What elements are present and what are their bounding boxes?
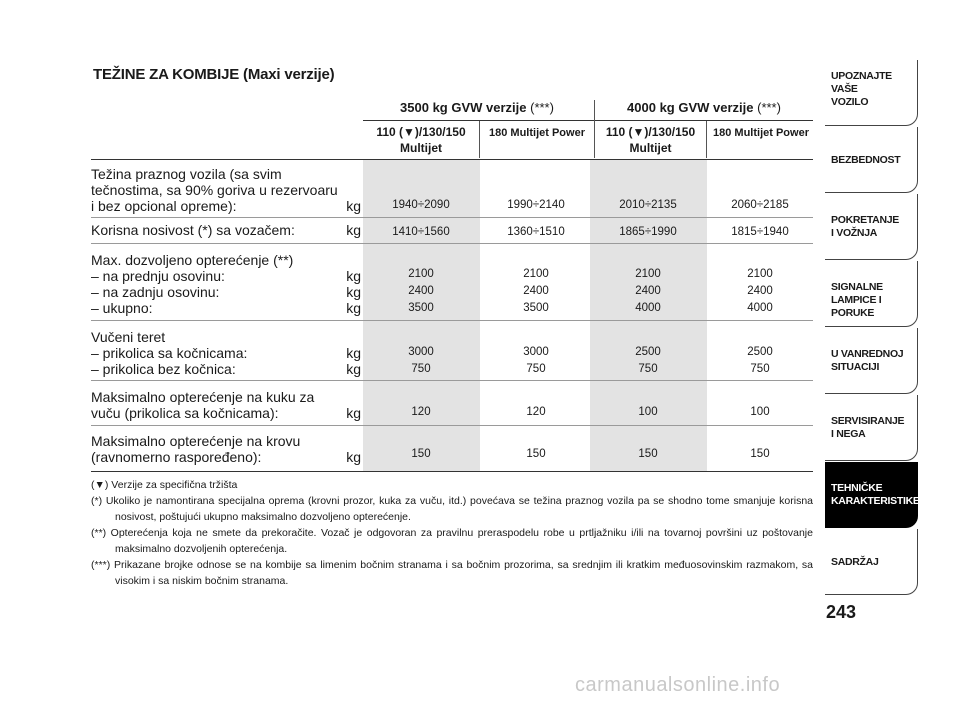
- column-header: [595, 124, 706, 156]
- footnote: (***) Prikazane brojke odnose se na kombije sa limenim bočnim stranama i sa bočnim prozorima, sa srednjim ili kratkim međuosovinskim razmakom, sa visokim i sa niskim bočnim stranama.: [91, 559, 813, 587]
- column-header: [480, 125, 594, 141]
- value-cell: 2100 2400 4000: [635, 268, 661, 314]
- table-top-rule: [91, 159, 813, 160]
- value-cell: 150: [411, 448, 431, 460]
- footnote: (▼) Verzije za specifična tržišta: [91, 479, 238, 491]
- table-bottom-rule: [91, 471, 813, 472]
- value-cell: 2100 2400 4000: [747, 268, 773, 314]
- column-header-line2: Multijet: [629, 141, 672, 155]
- header-rule: [363, 120, 813, 121]
- tab-servisiranje[interactable]: SERVISIRANJE I NEGA: [825, 395, 918, 461]
- label-line: – ukupno: kg: [91, 300, 361, 316]
- value-cell: 120: [411, 406, 431, 418]
- row-label-empty-weight: [91, 166, 361, 214]
- row-label-max-load: [91, 252, 361, 316]
- value-cell: 150: [750, 448, 770, 460]
- row-divider: [91, 320, 813, 321]
- row-label-towed-load: [91, 329, 361, 377]
- value-cell: 2100 2400 3500: [408, 268, 434, 314]
- label-line: Maksimalno opterećenje na krovu: [91, 433, 301, 449]
- row-divider: [91, 425, 813, 426]
- column-header-line1: 180 Multijet Power: [713, 127, 809, 139]
- value-cell: 2010÷2135: [619, 199, 677, 211]
- label-line: Korisna nosivost (*) sa vozačem: kg: [91, 222, 361, 238]
- group-mark: (***): [530, 100, 554, 115]
- label-line: Težina praznog vozila (sa svim: [91, 166, 282, 182]
- group-label: 4000 kg GVW verzije: [627, 100, 754, 115]
- footnote: (*) Ukoliko je namontirana specijalna oprema (krovni prozor, kuka za vuču, itd.) povećava se težina praznog vozila pa se shodno tome smanjuje korisna nosivost, poštujući ukupno maksimalno dozvoljeno opterećenje.: [91, 495, 813, 523]
- row-label-hitch-load: [91, 389, 361, 421]
- label-line: Max. dozvoljeno opterećenje (**): [91, 252, 294, 268]
- value-cell: 2500 750: [747, 346, 773, 375]
- label-line: – na prednju osovinu: kg: [91, 268, 361, 284]
- footnotes: [91, 477, 813, 589]
- value-cell: 100: [638, 406, 658, 418]
- value-cell: 2500 750: [635, 346, 661, 375]
- column-header: [707, 125, 815, 141]
- value-cell: 2100 2400 3500: [523, 268, 549, 314]
- tab-vanredno[interactable]: U VANREDNOJ SITUACIJI: [825, 328, 918, 394]
- label-line: (ravnomerno raspoređeno): kg: [91, 449, 361, 465]
- value-cell: 1410÷1560: [392, 226, 450, 238]
- value-cell: 120: [526, 406, 546, 418]
- tab-upoznajte[interactable]: UPOZNAJTE VAŠE VOZILO: [825, 60, 918, 126]
- column-header-line1: 110 (▼)/130/150: [376, 125, 466, 139]
- label-line: i bez opcional opreme): kg: [91, 198, 361, 214]
- value-cell: 3000 750: [408, 346, 434, 375]
- footnote: (**) Opterećenja koja ne smete da prekoračite. Vozač je odgovoran za pravilnu preraspodelu robe u prtljažniku i/ili na tovarnoj površini uz poštovanje maksimalno dozvoljenih opterećenja.: [91, 527, 813, 555]
- label-line: tečnostima, sa 90% goriva u rezervoaru: [91, 182, 338, 198]
- label-line: – prikolica sa kočnicama: kg: [91, 345, 361, 361]
- label-line: Vučeni teret: [91, 329, 166, 345]
- value-cell: 150: [638, 448, 658, 460]
- label-line: vuču (prikolica sa kočnicama): kg: [91, 405, 361, 421]
- value-cell: 2060÷2185: [731, 199, 789, 211]
- value-cell: 3000 750: [523, 346, 549, 375]
- tab-pokretanje[interactable]: POKRETANJE I VOŽNJA: [825, 194, 918, 260]
- group-header-3500: [367, 100, 587, 115]
- page-title: TEŽINE ZA KOMBIJE (Maxi verzije): [93, 66, 335, 83]
- value-cell: 1940÷2090: [392, 199, 450, 211]
- page-number: 243: [826, 602, 857, 622]
- value-cell: 1865÷1990: [619, 226, 677, 238]
- column-header-line1: 180 Multijet Power: [489, 127, 585, 139]
- group-label: 3500 kg GVW verzije: [400, 100, 527, 115]
- label-line: – na zadnju osovinu: kg: [91, 284, 361, 300]
- value-cell: 100: [750, 406, 770, 418]
- value-cell: 1815÷1940: [731, 226, 789, 238]
- tab-sadrzaj[interactable]: SADRŽAJ: [825, 529, 918, 595]
- group-mark: (***): [757, 100, 781, 115]
- tab-tehnicke[interactable]: TEHNIČKE KARAKTERISTIKE: [825, 462, 918, 528]
- column-header-line2: Multijet: [400, 141, 442, 155]
- row-divider: [91, 243, 813, 244]
- watermark: carmanualsonline.info: [575, 674, 781, 696]
- row-divider: [91, 217, 813, 218]
- row-label-roof-load: [91, 433, 361, 465]
- value-cell: 1990÷2140: [507, 199, 565, 211]
- group-header-4000: [596, 100, 812, 115]
- label-line: – prikolica bez kočnica: kg: [91, 361, 361, 377]
- column-header-line1: 110 (▼)/130/150: [605, 125, 696, 139]
- tab-signalne[interactable]: SIGNALNE LAMPICE I PORUKE: [825, 261, 918, 327]
- row-divider: [91, 380, 813, 381]
- value-cell: 1360÷1510: [507, 226, 565, 238]
- tab-bezbednost[interactable]: BEZBEDNOST: [825, 127, 918, 193]
- label-line: Maksimalno opterećenje na kuku za: [91, 389, 315, 405]
- column-header: [363, 124, 479, 156]
- value-cell: 150: [526, 448, 546, 460]
- row-label-payload: [91, 222, 361, 238]
